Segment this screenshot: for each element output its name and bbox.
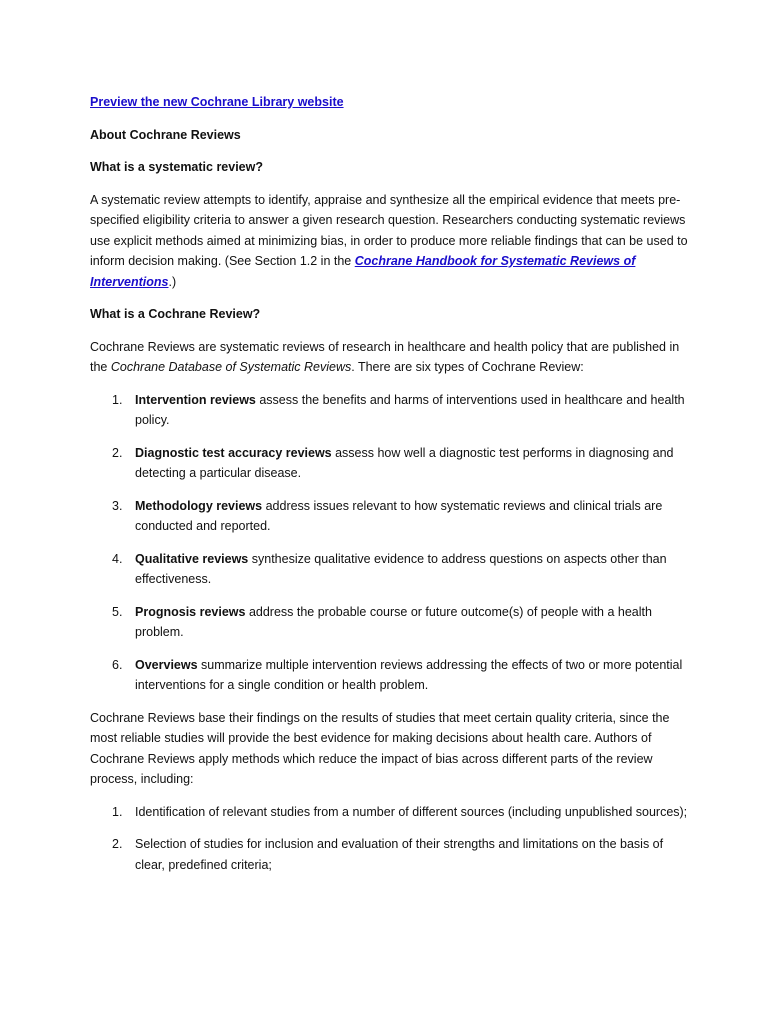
systematic-review-suffix: .)	[168, 274, 177, 289]
list-number: 4.	[112, 551, 123, 566]
cochrane-review-prefix: Cochrane Reviews are systematic reviews of research in healthcare and health policy that are published in the	[90, 339, 680, 374]
cochrane-database-name: Cochrane Database of Systematic Reviews	[110, 360, 352, 374]
preview-paragraph	[90, 92, 690, 113]
list-item	[90, 390, 690, 431]
preview-cochrane-library-link[interactable]: Preview the new Cochrane Library website	[90, 95, 344, 109]
review-types-list	[90, 390, 690, 696]
review-type-name: Methodology reviews	[135, 498, 263, 513]
review-type-description: assess the benefits and harms of interventions used in healthcare and health policy.	[135, 392, 685, 427]
list-number: 2.	[112, 837, 123, 851]
review-type-name: Intervention reviews	[135, 392, 256, 407]
cochrane-review-suffix: . There are six types of Cochrane Review:	[351, 360, 584, 374]
systematic-review-text: A systematic review attempts to identify, appraise and synthesize all the empirical evidence that meets pre-specified eligibility criteria to answer a given research question. Researchers conducting systematic reviews use explicit methods aimed at minimizing bias, in order to produce more reliable findings that can be used to inform decision making. (See Section 1.2 in the	[90, 192, 688, 268]
review-type-description: address issues relevant to how systematic reviews and clinical trials are conducted and reported.	[135, 498, 663, 533]
list-number: 3.	[112, 498, 123, 513]
systematic-review-paragraph	[90, 190, 690, 293]
list-item	[90, 443, 690, 484]
cochrane-review-heading: What is a Cochrane Review?	[90, 307, 261, 321]
list-number: 2.	[112, 445, 123, 460]
list-item	[90, 834, 690, 875]
review-type-description: address the probable course or future outcome(s) of people with a health problem.	[135, 604, 652, 639]
review-type-name: Prognosis reviews	[135, 604, 246, 619]
methods-list	[90, 802, 690, 876]
review-type-description: synthesize qualitative evidence to address questions on aspects other than effectiveness.	[135, 551, 667, 586]
list-number: 6.	[112, 657, 123, 672]
cochrane-review-paragraph	[90, 337, 690, 378]
review-type-description: summarize multiple intervention reviews addressing the effects of two or more potential interventions for a single condition or health problem.	[135, 657, 683, 692]
list-item	[90, 602, 690, 643]
method-text: Selection of studies for inclusion and evaluation of their strengths and limitations on the basis of clear, predefined criteria;	[135, 837, 664, 872]
review-type-name: Overviews	[135, 657, 198, 672]
list-item	[90, 655, 690, 696]
method-text: Identification of relevant studies from a number of different sources (including unpublished sources);	[135, 804, 688, 819]
list-number: 5.	[112, 604, 123, 619]
review-type-name: Diagnostic test accuracy reviews	[135, 445, 332, 460]
methods-paragraph: Cochrane Reviews base their findings on the results of studies that meet certain quality criteria, since the most reliable studies will provide the best evidence for making decisions about health care. Authors of Cochrane Reviews apply methods which reduce the impact of bias across different parts of the review process, including:	[90, 710, 670, 786]
document-page	[90, 92, 690, 887]
list-number: 1.	[112, 392, 123, 407]
list-item	[90, 496, 690, 537]
systematic-review-heading: What is a systematic review?	[90, 160, 263, 174]
list-number: 1.	[112, 804, 123, 819]
list-item	[90, 802, 690, 823]
review-type-description: assess how well a diagnostic test performs in diagnosing and detecting a particular disease.	[135, 445, 674, 480]
about-heading: About Cochrane Reviews	[90, 127, 241, 142]
list-item	[90, 549, 690, 590]
review-type-name: Qualitative reviews	[135, 551, 249, 566]
cochrane-handbook-link-text: Cochrane Handbook for Systematic Reviews of Interventions	[90, 254, 636, 289]
